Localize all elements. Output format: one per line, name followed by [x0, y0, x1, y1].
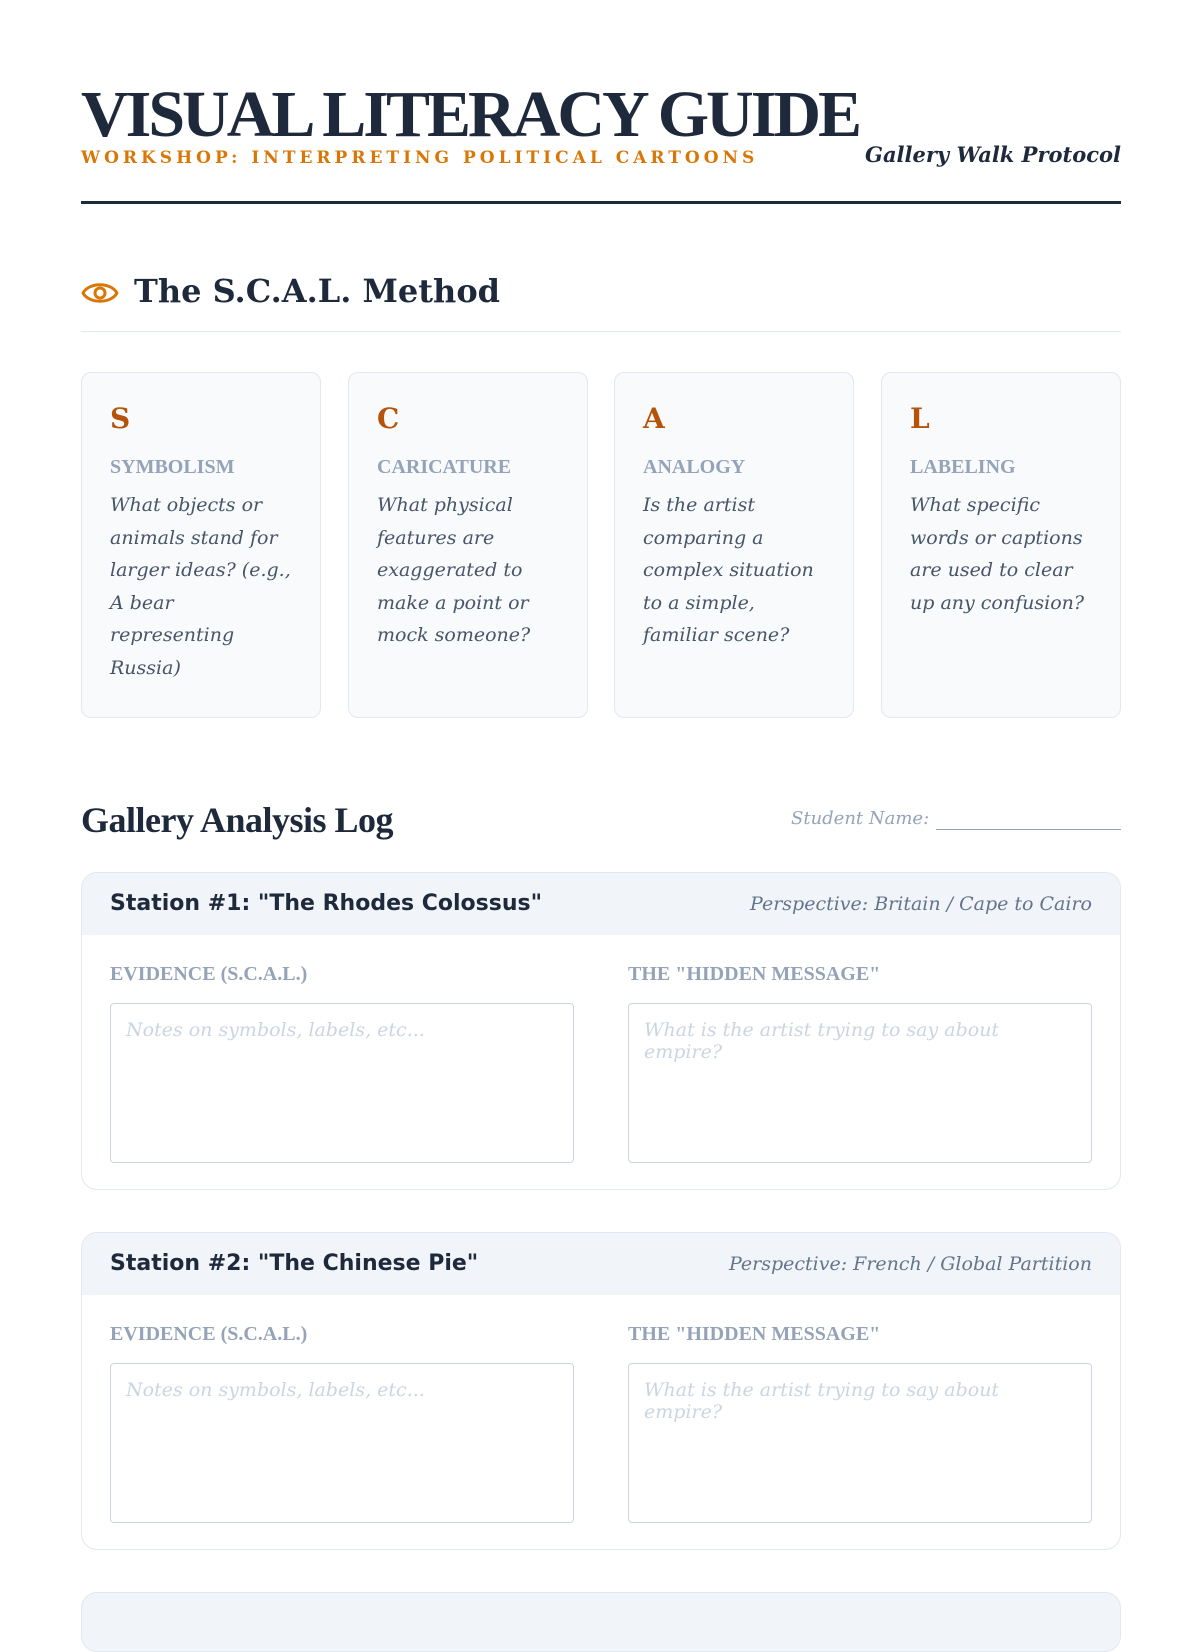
method-section-header: [81, 264, 1121, 332]
card-letter: S: [110, 402, 131, 435]
station-body: [82, 1295, 1120, 1549]
card-description: What objects or animals stand for larger ideas? (e.g., A bear representing Russia): [110, 494, 291, 679]
message-label: THE "HIDDEN MESSAGE": [628, 963, 881, 985]
card-name: SYMBOLISM: [110, 456, 235, 478]
method-card-analogy: [614, 372, 854, 718]
evidence-input[interactable]: [110, 1003, 574, 1163]
station-perspective: Perspective: French / Global Partition: [728, 1253, 1092, 1275]
eye-icon: [81, 278, 119, 308]
protocol-label: Gallery Walk Protocol: [865, 142, 1121, 167]
message-input[interactable]: [628, 1003, 1092, 1163]
message-input[interactable]: [628, 1363, 1092, 1523]
card-letter: A: [643, 402, 665, 435]
log-title: Gallery Analysis Log: [81, 800, 394, 840]
station-header: [82, 873, 1120, 935]
message-label: THE "HIDDEN MESSAGE": [628, 1323, 881, 1345]
card-description: Is the artist comparing a complex situation to a simple, familiar scene?: [643, 494, 814, 646]
worksheet-page: [81, 0, 1121, 1345]
card-name: CARICATURE: [377, 456, 512, 478]
method-title: The S.C.A.L. Method: [134, 272, 501, 310]
station-title: Station #1: "The Rhodes Colossus": [110, 891, 543, 916]
page-title: VISUAL LITERACY GUIDE: [81, 78, 860, 151]
student-name-label: Student Name:: [791, 808, 930, 829]
station-card: [81, 872, 1121, 1190]
card-letter: L: [910, 402, 930, 435]
method-cards: [81, 372, 1121, 718]
card-letter: C: [377, 402, 400, 435]
station-body: [82, 935, 1120, 1189]
student-name-field[interactable]: [791, 810, 1121, 832]
station-card-partial: [81, 1592, 1121, 1652]
station-title: Station #2: "The Chinese Pie": [110, 1251, 479, 1276]
evidence-input[interactable]: [110, 1363, 574, 1523]
card-name: LABELING: [910, 456, 1016, 478]
station-perspective: Perspective: Britain / Cape to Cairo: [750, 893, 1092, 915]
evidence-label: EVIDENCE (S.C.A.L.): [110, 1323, 308, 1345]
student-name-line[interactable]: [936, 829, 1121, 830]
card-description: What physical features are exaggerated to make a point or mock someone?: [377, 494, 531, 646]
page-header: [81, 0, 1121, 204]
evidence-label: EVIDENCE (S.C.A.L.): [110, 963, 308, 985]
method-card-labeling: [881, 372, 1121, 718]
card-name: ANALOGY: [643, 456, 746, 478]
station-card: [81, 1232, 1121, 1550]
method-card-symbolism: [81, 372, 321, 718]
method-card-caricature: [348, 372, 588, 718]
station-header: [82, 1233, 1120, 1295]
card-description: What specific words or captions are used to clear up any confusion?: [910, 494, 1085, 614]
page-subtitle: WORKSHOP: INTERPRETING POLITICAL CARTOONS: [81, 148, 759, 168]
